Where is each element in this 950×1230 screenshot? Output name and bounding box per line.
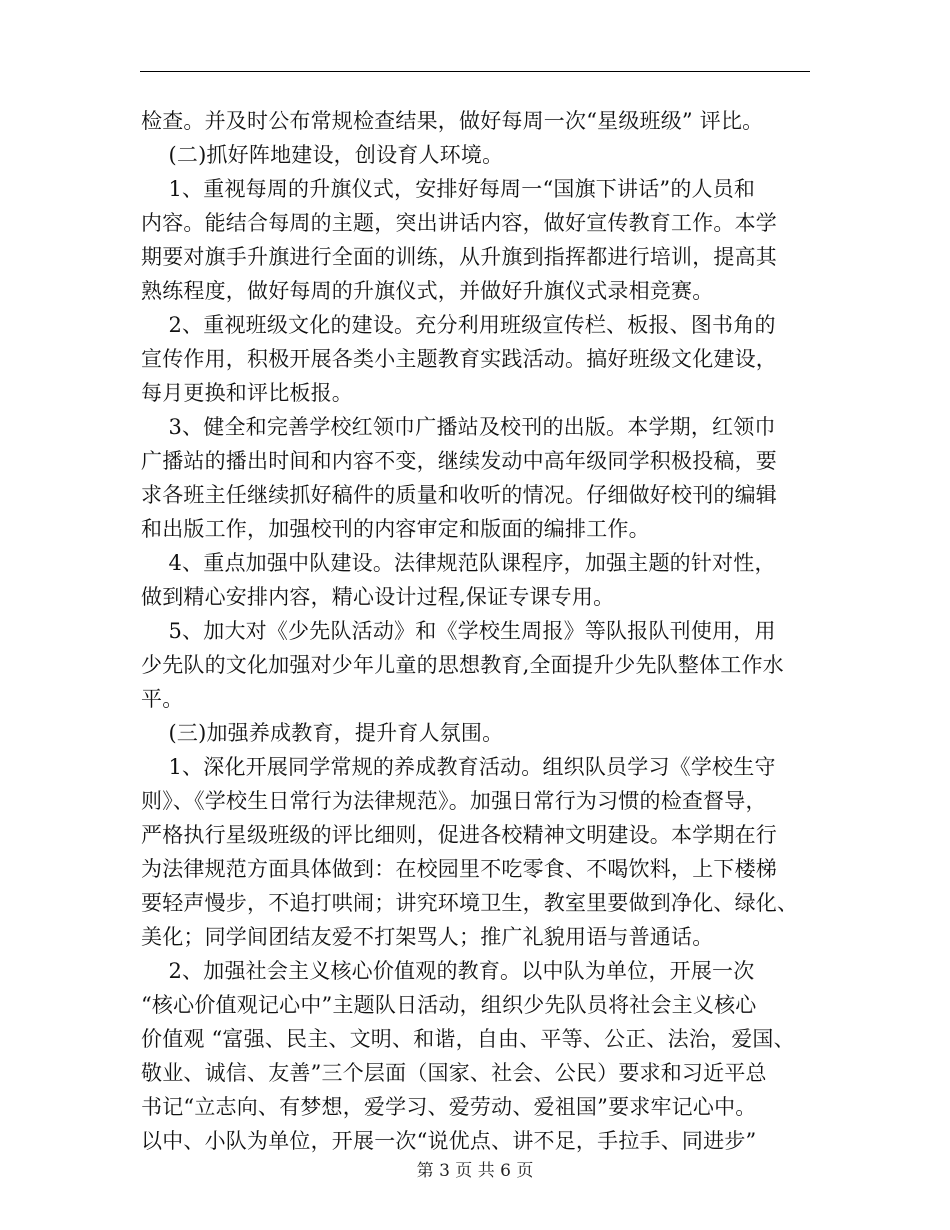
text-line: 宣传作用，积极开展各类小主题教育实践活动。搞好班级文化建设，	[141, 347, 777, 371]
page-number-footer: 第 3 页 共 6 页	[416, 1161, 534, 1181]
text-line: 平。	[141, 687, 184, 711]
text-line: 美化；同学间团结友爱不打架骂人；推广礼貌用语与普通话。	[141, 925, 714, 949]
text-line: 要轻声慢步，不追打哄闹；讲究环境卫生，教室里要做到净化、绿化、	[141, 891, 799, 915]
text-line: 5、加大对《少先队活动》和《学校生周报》等队报队刊使用，用	[141, 619, 776, 643]
text-line: 4、重点加强中队建设。法律规范队课程序，加强主题的针对性，	[141, 551, 776, 575]
text-line: 严格执行星级班级的评比细则，促进各校精神文明建设。本学期在行	[141, 823, 777, 847]
text-line: 3、健全和完善学校红领巾广播站及校刊的出版。本学期，红领巾	[141, 415, 776, 439]
text-line: 求各班主任继续抓好稿件的质量和收听的情况。仔细做好校刊的编辑	[141, 483, 777, 507]
text-line: “核心价值观记心中”主题队日活动，组织少先队员将社会主义核心	[141, 993, 757, 1017]
text-line: 期要对旗手升旗进行全面的训练，从升旗到指挥都进行培训，提高其	[141, 245, 777, 269]
text-line: 内容。能结合每周的主题，突出讲话内容，做好宣传教育工作。本学	[141, 211, 777, 235]
text-line: 和出版工作，加强校刊的内容审定和版面的编排工作。	[141, 517, 650, 541]
text-line: 敬业、诚信、友善”三个层面（国家、社会、公民）要求和习近平总	[141, 1061, 767, 1085]
text-line: 熟练程度，做好每周的升旗仪式，并做好升旗仪式录相竞赛。	[141, 279, 714, 303]
text-line: 1、深化开展同学常规的养成教育活动。组织队员学习《学校生守	[141, 755, 776, 779]
text-line: 1、重视每周的升旗仪式，安排好每周一“国旗下讲话”的人员和	[141, 177, 756, 201]
text-line: 每月更换和评比板报。	[141, 381, 353, 405]
text-line: 检查。并及时公布常规检查结果，做好每周一次“星级班级” 评比。	[141, 109, 764, 133]
text-line: 2、重视班级文化的建设。充分利用班级宣传栏、板报、图书角的	[141, 313, 776, 337]
text-line: (三)加强养成教育，提升育人氛围。	[141, 721, 504, 745]
text-line: (二)抓好阵地建设，创设育人环境。	[141, 143, 504, 167]
text-line: 书记“立志向、有梦想，爱学习、爱劳动、爱祖国”要求牢记心中。	[141, 1095, 757, 1119]
text-line: 则》、《学校生日常行为法律规范》。加强日常行为习惯的检查督导，	[141, 789, 767, 813]
text-line: 以中、小队为单位，开展一次“说优点、讲不足，手拉手、同进步”	[141, 1129, 757, 1153]
text-line: 广播站的播出时间和内容不变，继续发动中高年级同学积极投稿，要	[141, 449, 777, 473]
text-line: 少先队的文化加强对少年儿童的思想教育,全面提升少先队整体工作水	[141, 653, 784, 677]
text-line: 2、加强社会主义核心价值观的教育。以中队为单位，开展一次	[141, 959, 755, 983]
header-rule	[140, 71, 810, 72]
text-line: 为法律规范方面具体做到：在校园里不吃零食、不喝饮料，上下楼梯	[141, 857, 777, 881]
text-line: 价值观 “富强、民主、文明、和谐，自由、平等、公正、法治，爱国、	[141, 1027, 795, 1051]
text-line: 做到精心安排内容，精心设计过程,保证专课专用。	[141, 585, 615, 609]
